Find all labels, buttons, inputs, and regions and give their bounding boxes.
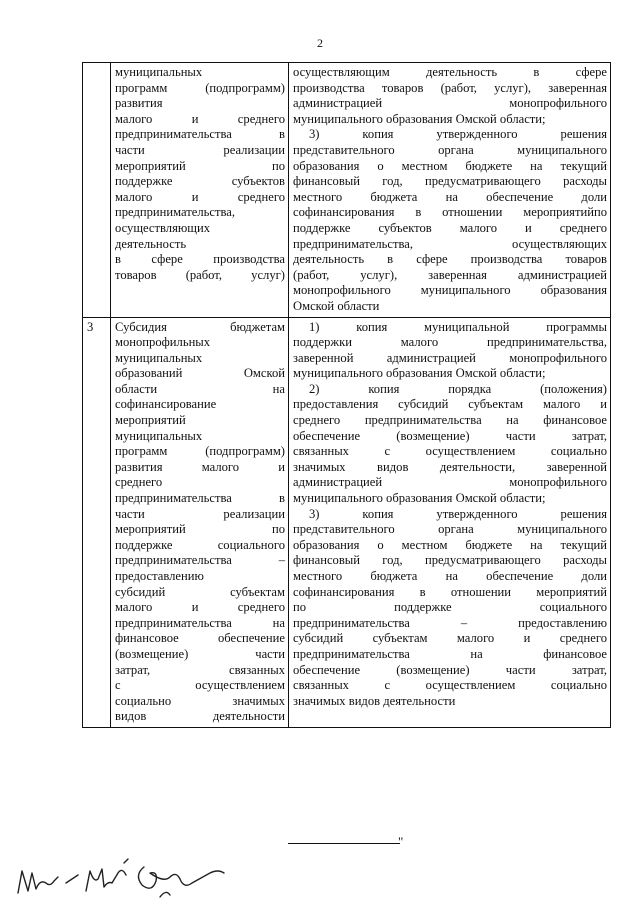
subsidy-name-line: поддержке субъектов — [115, 174, 285, 189]
subsidy-name-line: деятельность — [115, 236, 187, 251]
required-documents-line: муниципального образования Омской области; — [293, 111, 546, 126]
subsidy-name-line: в сфере производства — [115, 252, 285, 267]
required-documents-line: 1) копия муниципальной программы — [309, 319, 607, 334]
subsidy-name-line: муниципальных — [115, 350, 203, 365]
closing-line — [288, 843, 400, 844]
required-documents-line: местного бюджета на обеспечение доли — [293, 569, 607, 583]
required-documents-line: финансовый год, предусматривающего расходы — [293, 174, 607, 189]
required-documents-line: среднего предпринимательства на финансовое — [293, 413, 607, 428]
subsidy-name-line: субсидий субъектам — [115, 584, 285, 599]
required-documents-line: поддержке субъектов малого и среднего — [293, 220, 607, 235]
subsidy-name-line: мероприятий по — [115, 158, 285, 173]
subsidy-name-line: поддержке социального — [115, 537, 285, 552]
subsidy-name-line: малого и среднего — [115, 111, 285, 126]
subsidy-name-cell — [111, 317, 289, 727]
subsidy-name-line: мероприятий по — [115, 522, 285, 537]
subsidy-name-line: софинансирование — [115, 397, 217, 412]
required-documents-line: предоставления субсидий субъектам малого и — [293, 397, 607, 412]
subsidy-name-line: развития — [115, 96, 163, 111]
required-documents-line: администрацией монопрофильного — [293, 475, 607, 490]
row-number — [83, 63, 111, 318]
subsidy-name-line: с осуществлением — [115, 678, 285, 693]
subsidy-name-line: малого и среднего — [115, 189, 285, 204]
required-documents-line: местного бюджета на обеспечение доли — [293, 189, 607, 204]
subsidy-name-line: Субсидия бюджетам — [115, 319, 285, 334]
subsidy-name-line: монопрофильных — [115, 335, 211, 350]
document-table-body — [83, 63, 611, 728]
required-documents-line: связанных с осуществлением социально — [293, 444, 607, 459]
required-documents-line: обеспечение (возмещение) части затрат, — [293, 662, 607, 677]
subsidy-name-line: предпринимательства – — [115, 553, 285, 568]
subsidy-name-line: муниципальных — [115, 428, 203, 443]
required-documents-line: связанных с осуществлением социально — [293, 678, 607, 693]
required-documents-line: осуществляющим деятельность в сфере — [293, 65, 607, 79]
subsidy-name-line: малого и среднего — [115, 600, 285, 615]
subsidy-name-line: муниципальных — [115, 65, 203, 79]
subsidy-name-line: предоставлению — [115, 569, 204, 583]
table-row — [83, 63, 611, 318]
required-documents-line: поддержки малого предпринимательства, — [293, 335, 607, 350]
required-documents-line: образования о местном бюджете на текущий — [293, 537, 607, 552]
required-documents-line: софинансирования в отношении мероприятий — [293, 584, 607, 599]
required-documents-line: 3) копия утвержденного решения — [309, 506, 607, 521]
required-documents-line: образования о местном бюджете на текущий — [293, 158, 607, 173]
required-documents-line: муниципального образования Омской области; — [293, 366, 546, 381]
page-number: 2 — [317, 36, 323, 50]
subsidy-name-line: осуществляющих — [115, 220, 211, 235]
required-documents-line: субсидий субъектам малого и среднего — [293, 631, 607, 646]
row-number: 3 — [83, 317, 111, 727]
subsidy-name-line: развития малого и — [115, 459, 285, 474]
subsidy-name-line: части реализации — [115, 142, 285, 157]
required-documents-line: 3) копия утвержденного решения — [309, 127, 607, 142]
required-documents-cell — [289, 63, 611, 318]
required-documents-line: софинансирования в отношении мероприятийпо — [293, 205, 607, 220]
subsidy-name-line: предпринимательства, — [115, 205, 236, 220]
subsidy-name-line: программ (подпрограмм) — [115, 80, 285, 95]
required-documents-line: предпринимательства на финансовое — [293, 646, 607, 661]
subsidy-name-line: образований Омской — [115, 366, 285, 381]
subsidy-name-line: области на — [115, 381, 285, 396]
closing-quote: " — [398, 834, 404, 849]
required-documents-line: значимых видов деятельности, заверенной — [293, 459, 607, 474]
subsidy-name-line: затрат, связанных — [115, 662, 285, 677]
required-documents-line: муниципального образования Омской области; — [293, 491, 546, 506]
required-documents-line: (работ, услуг), заверенная администрацией — [293, 267, 607, 282]
required-documents-line: по поддержке социального — [293, 600, 607, 615]
subsidy-name-line: финансовое обеспечение — [115, 631, 285, 646]
handwritten-signature — [14, 853, 234, 901]
document-table — [82, 62, 611, 728]
subsidy-name-line: среднего — [115, 475, 163, 490]
required-documents-cell — [289, 317, 611, 727]
subsidy-name-line: программ (подпрограмм) — [115, 444, 285, 459]
required-documents-line: представительного органа муниципального — [293, 142, 607, 157]
required-documents-line: предпринимательства, осуществляющих — [293, 236, 607, 251]
subsidy-name-line: социально значимых — [115, 693, 285, 708]
subsidy-name-line: части реализации — [115, 506, 285, 521]
required-documents-line: предпринимательства – предоставлению — [293, 615, 607, 630]
subsidy-name-line: мероприятий — [115, 413, 186, 428]
subsidy-name-line: (возмещение) части — [115, 646, 285, 661]
subsidy-name-line: предпринимательства в — [115, 127, 285, 142]
subsidy-name-cell — [111, 63, 289, 318]
required-documents-line: заверенной администрацией монопрофильного — [293, 350, 607, 365]
subsidy-name-line: видов деятельности — [115, 709, 285, 724]
subsidy-name-line: товаров (работ, услуг) — [115, 267, 285, 282]
table-row — [83, 317, 611, 727]
subsidy-name-line: предпринимательства в — [115, 491, 285, 506]
required-documents-line: производства товаров (работ, услуг), заверенная — [293, 80, 607, 95]
required-documents-line: 2) копия порядка (положения) — [309, 381, 607, 396]
required-documents-line: деятельность в сфере производства товаров — [293, 252, 607, 267]
required-documents-line: обеспечение (возмещение) части затрат, — [293, 428, 607, 443]
required-documents-line: финансовый год, предусматривающего расходы — [293, 553, 607, 568]
required-documents-line: значимых видов деятельности — [293, 693, 456, 708]
required-documents-line: монопрофильного муниципального образования — [293, 283, 607, 298]
required-documents-line: представительного органа муниципального — [293, 522, 607, 537]
subsidy-name-line: предпринимательства на — [115, 615, 285, 630]
required-documents-line: администрацией монопрофильного — [293, 96, 607, 111]
required-documents-line: Омской области — [293, 298, 380, 313]
